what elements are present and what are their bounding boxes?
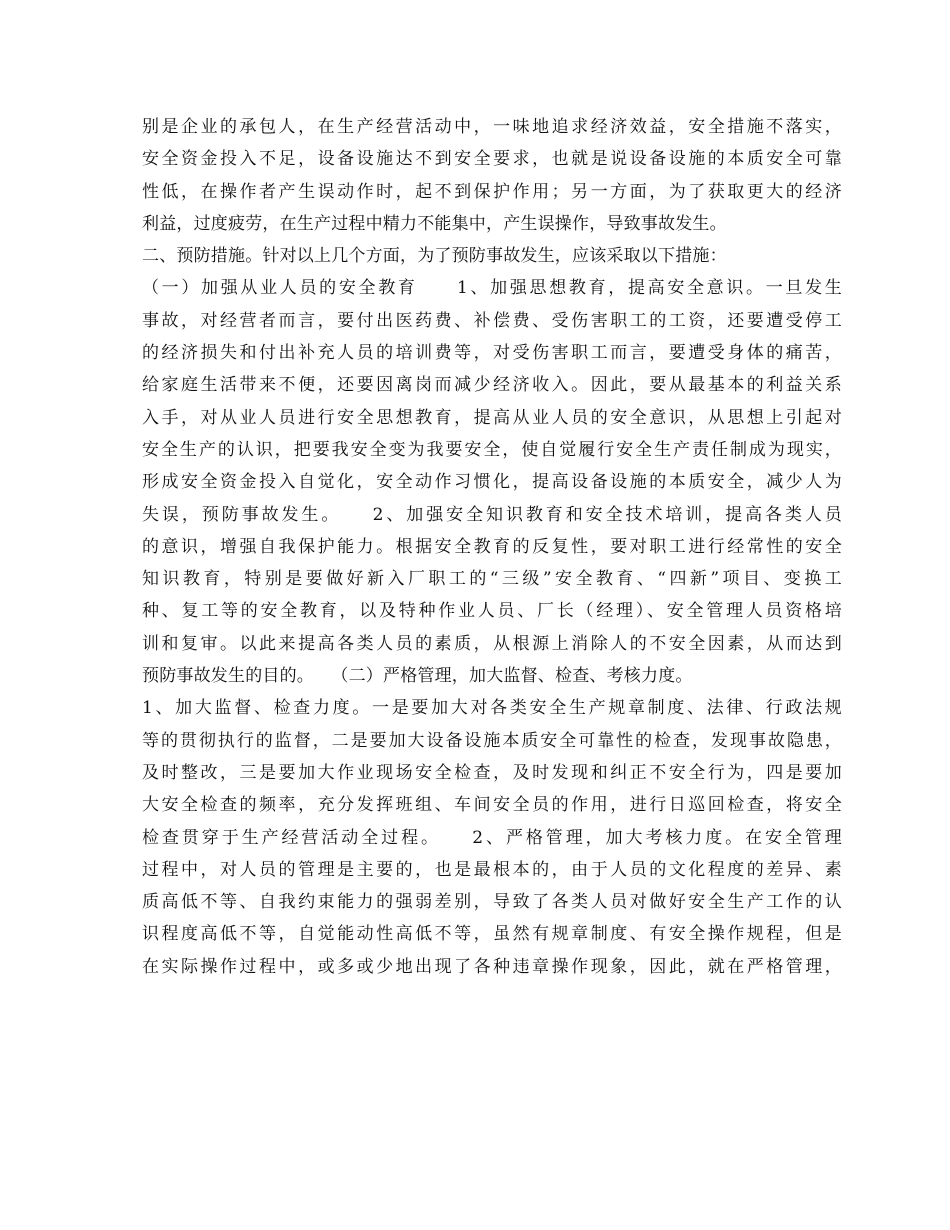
- text-line-27: 在实际操作过程中，或多或少地出现了各种违章操作现象，因此，就在严格管理，: [142, 956, 842, 977]
- text-line-16: 种、复工等的安全教育，以及特种作业人员、厂长（经理）、安全管理人员资格培: [142, 601, 842, 622]
- text-line-9: 给家庭生活带来不便，还要因离岗而减少经济收入。因此，要从最基本的利益关系: [142, 375, 842, 396]
- text-line-18: 预防事故发生的目的。 （二）严格管理，加大监督、检查、考核力度。: [142, 666, 693, 687]
- text-line-20: 等的贯彻执行的监督，二是要加大设备设施本质安全可靠性的检查，发现事故隐患，: [142, 730, 842, 751]
- text-line-3: 性低，在操作者产生误动作时，起不到保护作用；另一方面，为了获取更大的经济: [142, 181, 842, 202]
- text-line-10: 入手，对从业人员进行安全思想教育，提高从业人员的安全意识，从思想上引起对: [142, 407, 842, 428]
- text-line-21: 及时整改，三是要加大作业现场安全检查，及时发现和纠正不安全行为，四是要加: [142, 762, 842, 783]
- text-line-23: 检查贯穿于生产经营活动全过程。 2、严格管理，加大考核力度。在安全管理: [142, 827, 842, 848]
- text-line-22: 大安全检查的频率，充分发挥班组、车间安全员的作用，进行日巡回检查，将安全: [142, 795, 842, 816]
- text-line-8: 的经济损失和付出补充人员的培训费等，对受伤害职工而言，要遭受身体的痛苦，: [142, 343, 842, 364]
- text-line-2: 安全资金投入不足，设备设施达不到安全要求，也就是说设备设施的本质安全可靠: [142, 149, 842, 170]
- text-line-24: 过程中，对人员的管理是主要的，也是最根本的，由于人员的文化程度的差异、素: [142, 859, 842, 880]
- text-line-4: 利益，过度疲劳，在生产过程中精力不能集中，产生误操作，导致事故发生。: [142, 213, 727, 234]
- text-line-11: 安全生产的认识，把要我安全变为我要安全，使自觉履行安全生产责任制成为现实，: [142, 439, 842, 460]
- text-line-7: 事故，对经营者而言，要付出医药费、补偿费、受伤害职工的工资，还要遭受停工: [142, 310, 842, 331]
- text-line-12: 形成安全资金投入自觉化，安全动作习惯化，提高设备设施的本质安全，减少人为: [142, 472, 842, 493]
- text-line-14: 的意识，增强自我保护能力。根据安全教育的反复性，要对职工进行经常性的安全: [142, 536, 842, 557]
- text-line-6: （一）加强从业人员的安全教育 1、加强思想教育，提高安全意识。一旦发生: [142, 278, 842, 299]
- text-line-17: 训和复审。以此来提高各类人员的素质，从根源上消除人的不安全因素，从而达到: [142, 633, 842, 654]
- text-line-19: 1、加大监督、检查力度。一是要加大对各类安全生产规章制度、法律、行政法规: [142, 698, 842, 719]
- text-line-1: 别是企业的承包人，在生产经营活动中，一味地追求经济效益，安全措施不落实，: [142, 117, 842, 137]
- text-line-15: 知识教育，特别是要做好新入厂职工的“三级”安全教育、“四新”项目、变换工: [142, 569, 842, 590]
- text-line-25: 质高低不等、自我约束能力的强弱差别，导致了各类人员对做好安全生产工作的认: [142, 892, 842, 913]
- body-text: [142, 111, 842, 983]
- text-line-26: 识程度高低不等，自觉能动性高低不等，虽然有规章制度、有安全操作规程，但是: [142, 924, 842, 945]
- text-line-5: 二、预防措施。针对以上几个方面，为了预防事故发生，应该采取以下措施：: [142, 246, 727, 267]
- text-line-13: 失误，预防事故发生。 2、加强安全知识教育和安全技术培训，提高各类人员: [142, 504, 842, 525]
